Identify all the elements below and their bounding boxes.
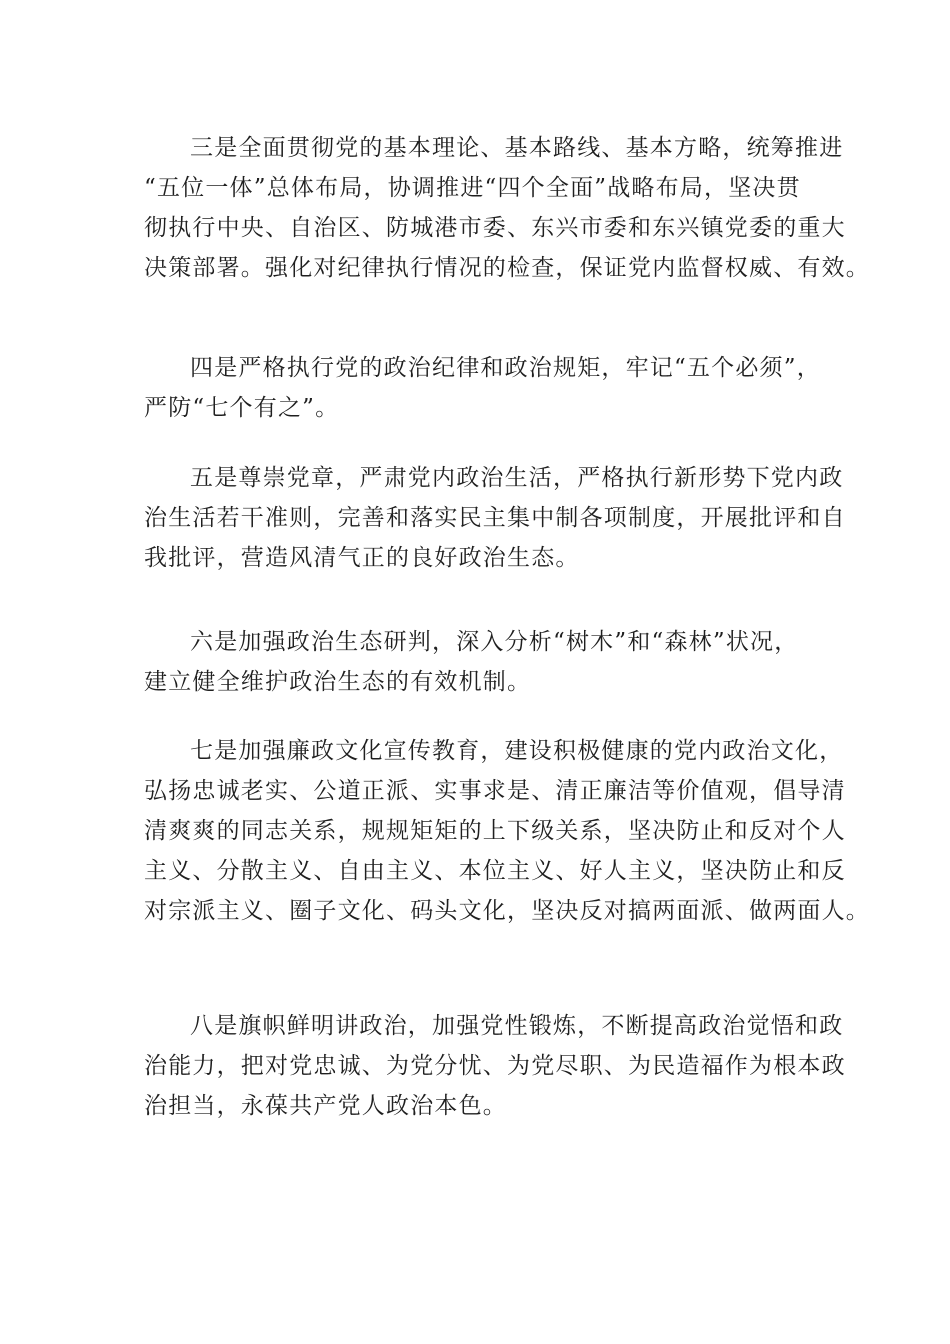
paragraph-3 bbox=[144, 128, 870, 288]
paragraph-6 bbox=[144, 622, 798, 702]
paragraph-5 bbox=[144, 458, 846, 578]
paragraph-line: 四是严格执行党的政治纪律和政治规矩，牢记“五个必须”， bbox=[190, 355, 821, 381]
paragraph-line: 六是加强政治生态研判，深入分析“树木”和“森林”状况， bbox=[190, 629, 799, 655]
paragraph-line: 建立健全维护政治生态的有效机制。 bbox=[144, 669, 532, 695]
paragraph-line: 严防“七个有之”。 bbox=[144, 395, 340, 421]
paragraph-line: 治能力，把对党忠诚、为党分忧、为党尽职、为民造福作为根本政 bbox=[144, 1053, 846, 1079]
paragraph-line: 七是加强廉政文化宣传教育，建设积极健康的党内政治文化， bbox=[190, 738, 844, 764]
paragraph-8 bbox=[144, 1006, 846, 1126]
paragraph-line: 对宗派主义、圈子文化、码头文化，坚决反对搞两面派、做两面人。 bbox=[144, 898, 870, 924]
paragraph-line: 五是尊崇党章，严肃党内政治生活，严格执行新形势下党内政 bbox=[190, 465, 844, 491]
paragraph-7 bbox=[144, 731, 870, 931]
paragraph-line: 彻执行中央、自治区、防城港市委、东兴市委和东兴镇党委的重大 bbox=[144, 215, 846, 241]
paragraph-line: 治担当，永葆共产党人政治本色。 bbox=[144, 1093, 507, 1119]
paragraph-line: 清爽爽的同志关系，规规矩矩的上下级关系，坚决防止和反对个人 bbox=[144, 818, 846, 844]
paragraph-line: 决策部署。强化对纪律执行情况的检查，保证党内监督权威、有效。 bbox=[144, 255, 870, 281]
paragraph-line: 我批评，营造风清气正的良好政治生态。 bbox=[144, 545, 580, 571]
paragraph-line: 治生活若干准则，完善和落实民主集中制各项制度，开展批评和自 bbox=[144, 505, 846, 531]
paragraph-line: 主义、分散主义、自由主义、本位主义、好人主义，坚决防止和反 bbox=[144, 858, 846, 884]
paragraph-line: “五位一体”总体布局，协调推进“四个全面”战略布局，坚决贯 bbox=[144, 175, 801, 201]
paragraph-line: 八是旗帜鲜明讲政治，加强党性锻炼，不断提高政治觉悟和政 bbox=[190, 1013, 844, 1039]
paragraph-line: 三是全面贯彻党的基本理论、基本路线、基本方略，统筹推进 bbox=[190, 135, 844, 161]
paragraph-4 bbox=[144, 348, 821, 428]
paragraph-line: 弘扬忠诚老实、公道正派、实事求是、清正廉洁等价值观，倡导清 bbox=[144, 778, 846, 804]
